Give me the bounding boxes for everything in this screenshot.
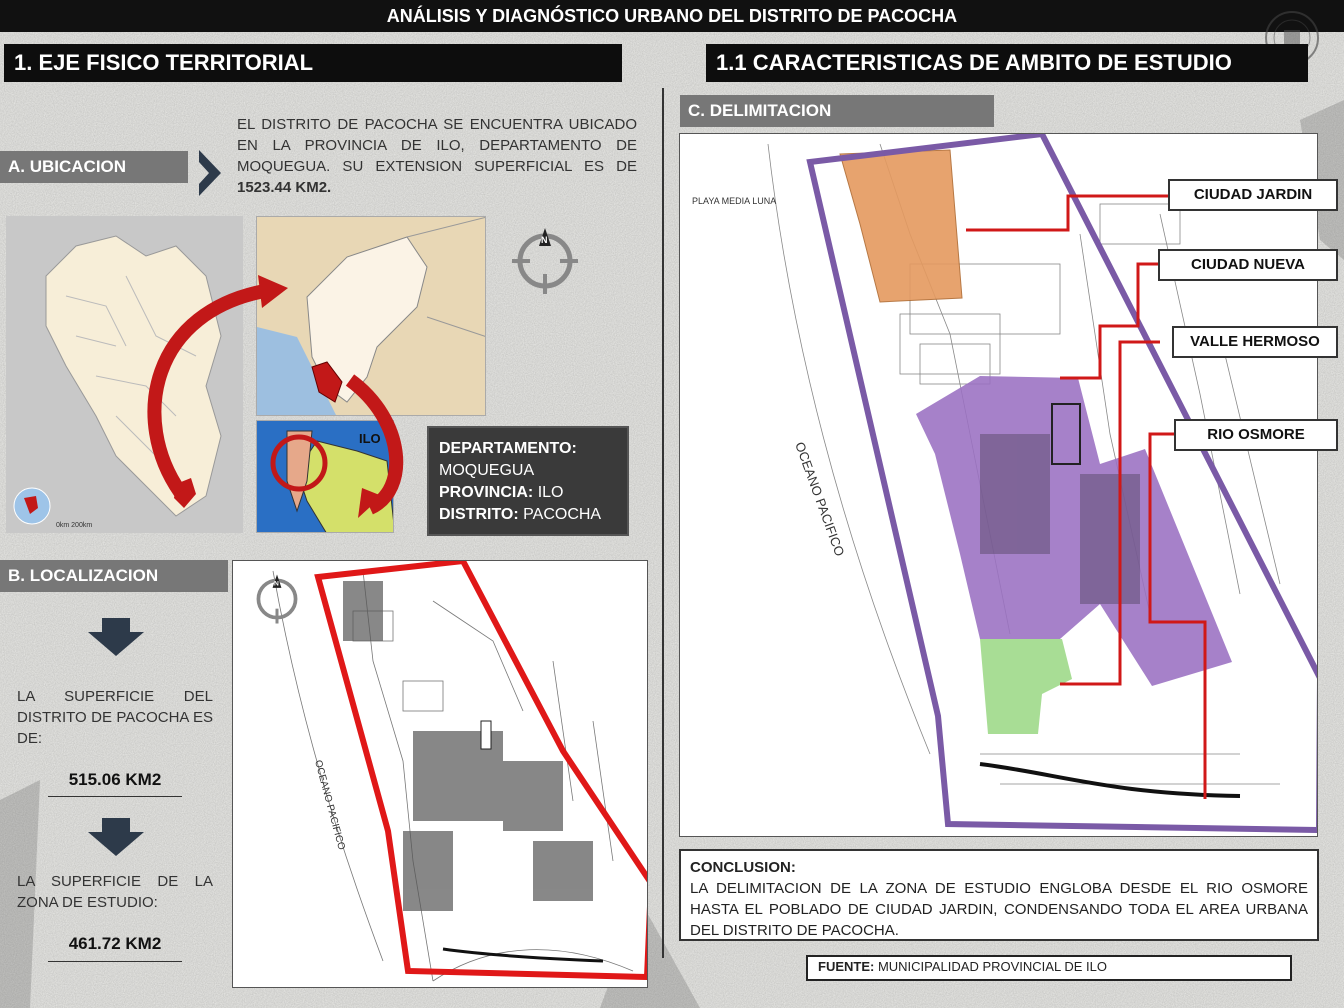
- location-info-box: [427, 426, 629, 536]
- label-ciudad-nueva: CIUDAD NUEVA: [1158, 249, 1338, 281]
- label-valle-hermoso: VALLE HERMOSO: [1172, 326, 1338, 358]
- north-compass-icon: [510, 226, 580, 296]
- right-chevron-icon: [196, 148, 224, 198]
- superficie-zona-value: 461.72 KM2: [68, 934, 162, 953]
- provincia-label: PROVINCIA:: [439, 484, 534, 501]
- scale-text: 0km 200km: [56, 522, 93, 529]
- ubicacion-description: [237, 114, 637, 198]
- localizacion-map: [232, 560, 648, 988]
- beach-label: PLAYA MEDIA LUNA: [692, 196, 777, 206]
- delimitacion-label: C. DELIMITACION: [680, 95, 994, 127]
- superficie-distrito-value: 515.06 KM2: [68, 770, 162, 789]
- distrito-value: PACOCHA: [523, 506, 602, 523]
- ilo-label: ILO: [359, 431, 381, 446]
- conclusion-text: LA DELIMITACION DE LA ZONA DE ESTUDIO ENGLOBA DESDE EL RIO OSMORE HASTA EL POBLADO DE CIUDAD JARDIN, CONDENSANDO TODA EL AREA URBANA DEL DISTRITO DE PACOCHA.: [690, 880, 1308, 939]
- vertical-divider: [662, 88, 664, 958]
- departamento-value: MOQUEGUA: [439, 462, 535, 479]
- conclusion-title: CONCLUSION:: [690, 859, 796, 876]
- value-underline: [48, 961, 182, 962]
- ubicacion-label: A. UBICACION: [0, 151, 188, 183]
- delimitacion-map: [679, 133, 1318, 837]
- distrito-label: DISTRITO:: [439, 506, 519, 523]
- label-ciudad-jardin: CIUDAD JARDIN: [1168, 179, 1338, 211]
- provincia-value: ILO: [537, 484, 564, 501]
- conclusion-box: [679, 849, 1319, 941]
- superficie-zona-text: LA SUPERFICIE DE LA ZONA DE ESTUDIO:: [17, 873, 213, 911]
- superficie-distrito-text: LA SUPERFICIE DEL DISTRITO DE PACOCHA ES DE:: [17, 688, 213, 747]
- section-title-ambito: 1.1 CARACTERISTICAS DE AMBITO DE ESTUDIO: [706, 44, 1308, 82]
- svg-text:N: N: [541, 235, 548, 245]
- ubicacion-text: EL DISTRITO DE PACOCHA SE ENCUENTRA UBICADO EN LA PROVINCIA DE ILO, DEPARTAMENTO DE MOQUEGUA. SU EXTENSION SUPERFICIAL ES DE: [237, 116, 637, 175]
- localizacion-ocean-label: OCEANO PACIFICO: [312, 758, 347, 852]
- ubicacion-area: 1523.44 KM2.: [237, 179, 332, 196]
- north-compass-icon: [251, 573, 303, 625]
- zoom-arrows: [130, 270, 420, 530]
- departamento-label: DEPARTAMENTO:: [439, 440, 577, 457]
- localizacion-label: B. LOCALIZACION: [0, 560, 228, 592]
- svg-text:N: N: [274, 580, 279, 588]
- label-rio-osmore: RIO OSMORE: [1174, 419, 1338, 451]
- source-value: MUNICIPALIDAD PROVINCIAL DE ILO: [874, 959, 1107, 974]
- source-note: [806, 955, 1292, 981]
- down-arrow-icon: [86, 818, 146, 856]
- page-title: ANÁLISIS Y DIAGNÓSTICO URBANO DEL DISTRITO DE PACOCHA: [0, 0, 1344, 32]
- section-title-eje-fisico: 1. EJE FISICO TERRITORIAL: [4, 44, 622, 82]
- delimitacion-ocean-label: OCEANO PACIFICO: [792, 439, 848, 559]
- source-label: FUENTE:: [818, 959, 875, 974]
- down-arrow-icon: [86, 618, 146, 656]
- value-underline: [48, 796, 182, 797]
